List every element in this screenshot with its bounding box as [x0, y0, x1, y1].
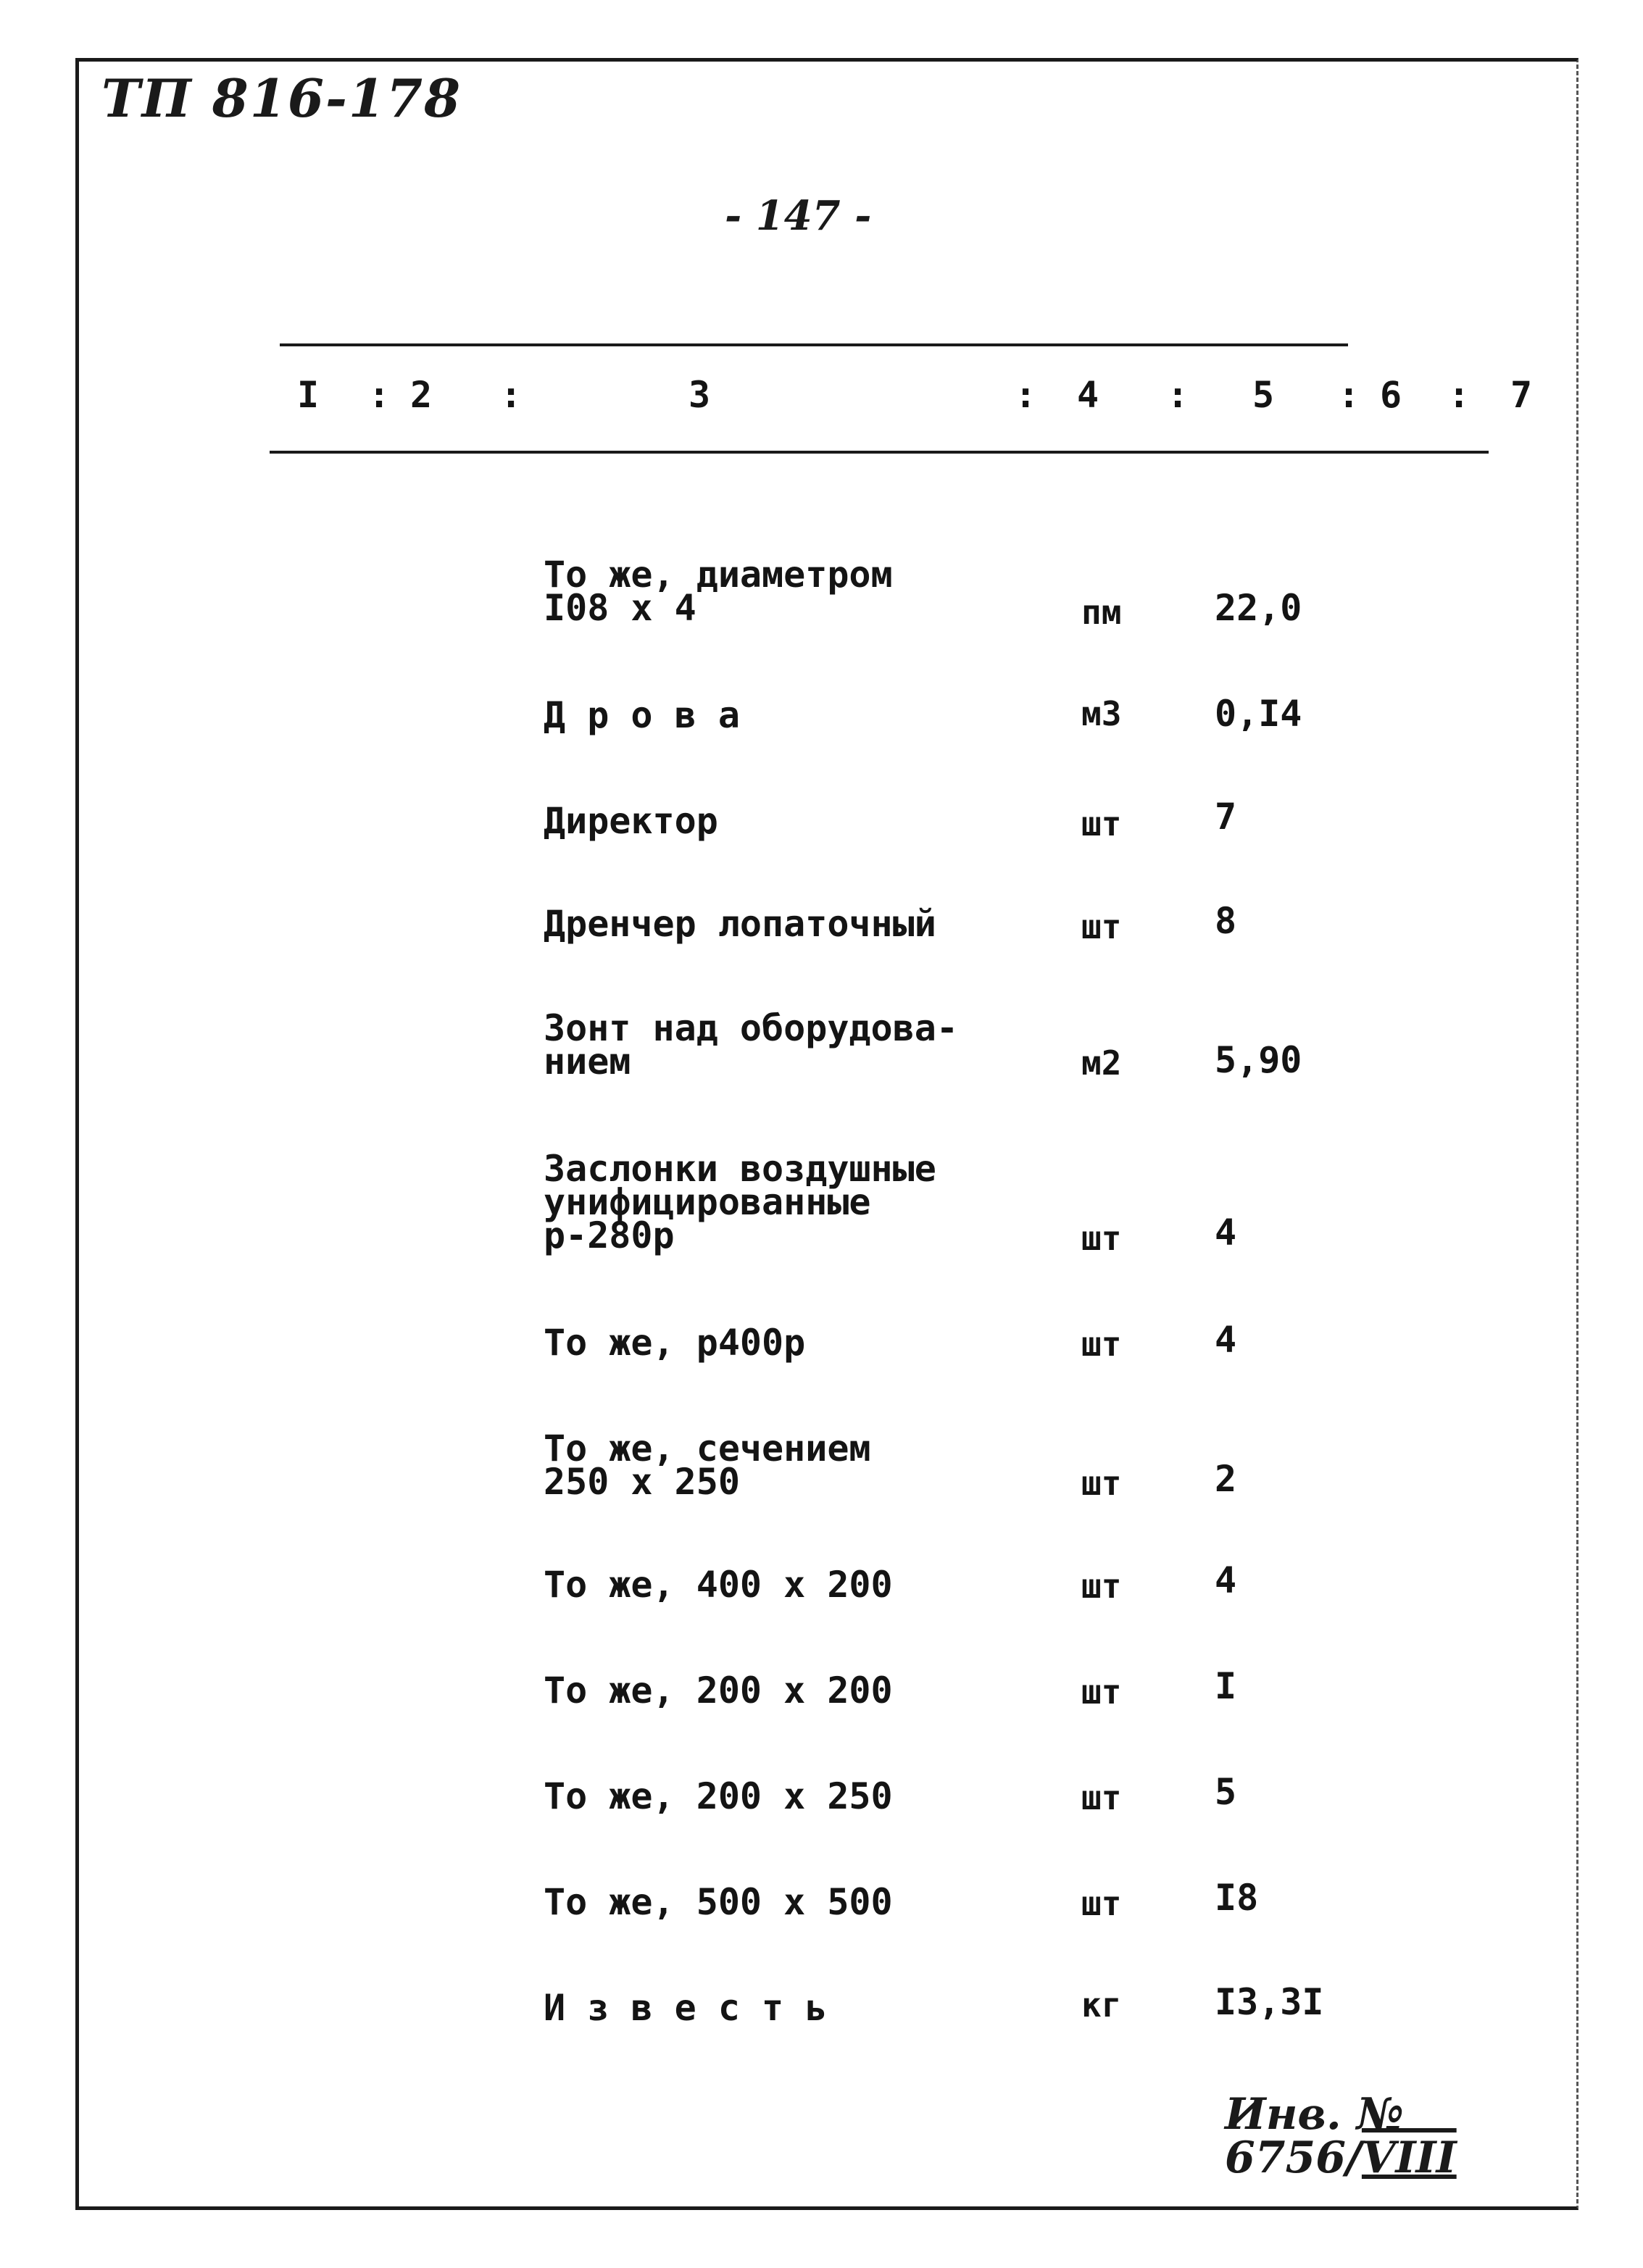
- item-unit: м2: [1081, 1043, 1122, 1083]
- item-name: Д р о в а: [544, 694, 740, 736]
- item-unit: шт: [1081, 804, 1122, 843]
- column-header-1: I: [297, 374, 320, 416]
- item-quantity: 0,I4: [1215, 693, 1302, 735]
- inventory-number: [1225, 2089, 1643, 2183]
- item-name: Директор: [544, 800, 718, 842]
- item-name: Зонт над оборудова- нием: [544, 1007, 958, 1083]
- item-quantity: 8: [1215, 900, 1237, 942]
- item-unit: шт: [1081, 1219, 1122, 1258]
- column-separator: :: [1338, 374, 1360, 416]
- header-top-rule: [280, 343, 1348, 346]
- inventory-suffix: VIII: [1361, 2132, 1457, 2183]
- item-quantity: 5,90: [1215, 1039, 1302, 1081]
- item-unit: м3: [1081, 694, 1122, 733]
- column-header-6: 6: [1380, 374, 1402, 416]
- column-separator: :: [1015, 374, 1037, 416]
- item-unit: шт: [1081, 1778, 1122, 1817]
- item-unit: шт: [1081, 907, 1122, 946]
- column-header-5: 5: [1252, 374, 1275, 416]
- column-separator: :: [1167, 374, 1189, 416]
- item-name: То же, р400р: [544, 1322, 806, 1364]
- column-header-3: 3: [689, 374, 711, 416]
- item-unit: кг: [1081, 1985, 1122, 2025]
- page-number: - 147 -: [725, 192, 872, 240]
- item-unit: шт: [1081, 1567, 1122, 1606]
- column-header-2: 2: [410, 374, 433, 416]
- item-unit: шт: [1081, 1672, 1122, 1712]
- column-separator: :: [1448, 374, 1471, 416]
- item-quantity: 2: [1215, 1458, 1237, 1500]
- item-name: То же, 500 x 500: [544, 1881, 893, 1923]
- item-name: То же, 200 x 250: [544, 1775, 893, 1817]
- item-name: И з в е с т ь: [544, 1987, 828, 2029]
- item-unit: шт: [1081, 1884, 1122, 1923]
- item-quantity: I3,3I: [1215, 1981, 1324, 2023]
- item-name: То же, диаметром I08 x 4: [544, 554, 893, 629]
- item-quantity: 5: [1215, 1771, 1237, 1813]
- item-quantity: 4: [1215, 1559, 1237, 1601]
- column-separator: :: [500, 374, 523, 416]
- item-name: То же, 200 x 200: [544, 1669, 893, 1712]
- item-quantity: 4: [1215, 1319, 1237, 1361]
- item-quantity: I8: [1215, 1877, 1259, 1919]
- header-bottom-rule: [270, 451, 1489, 454]
- item-name: То же, 400 x 200: [544, 1564, 893, 1606]
- item-unit: пм: [1081, 593, 1122, 632]
- item-name: Заслонки воздушные унифицированные р-280р: [544, 1148, 936, 1256]
- item-quantity: I: [1215, 1665, 1237, 1707]
- inventory-prefix: Инв. № 6756/: [1225, 2089, 1404, 2183]
- column-header-7: 7: [1510, 374, 1533, 416]
- item-name: Дренчер лопаточный: [544, 903, 936, 945]
- column-header-4: 4: [1077, 374, 1099, 416]
- item-unit: шт: [1081, 1325, 1122, 1364]
- item-quantity: 22,0: [1215, 587, 1302, 629]
- item-quantity: 4: [1215, 1212, 1237, 1254]
- document-code: ТП 816-178: [101, 67, 462, 129]
- item-quantity: 7: [1215, 796, 1237, 838]
- item-name: То же, сечением 250 x 250: [544, 1427, 871, 1503]
- column-separator: :: [368, 374, 391, 416]
- item-unit: шт: [1081, 1464, 1122, 1503]
